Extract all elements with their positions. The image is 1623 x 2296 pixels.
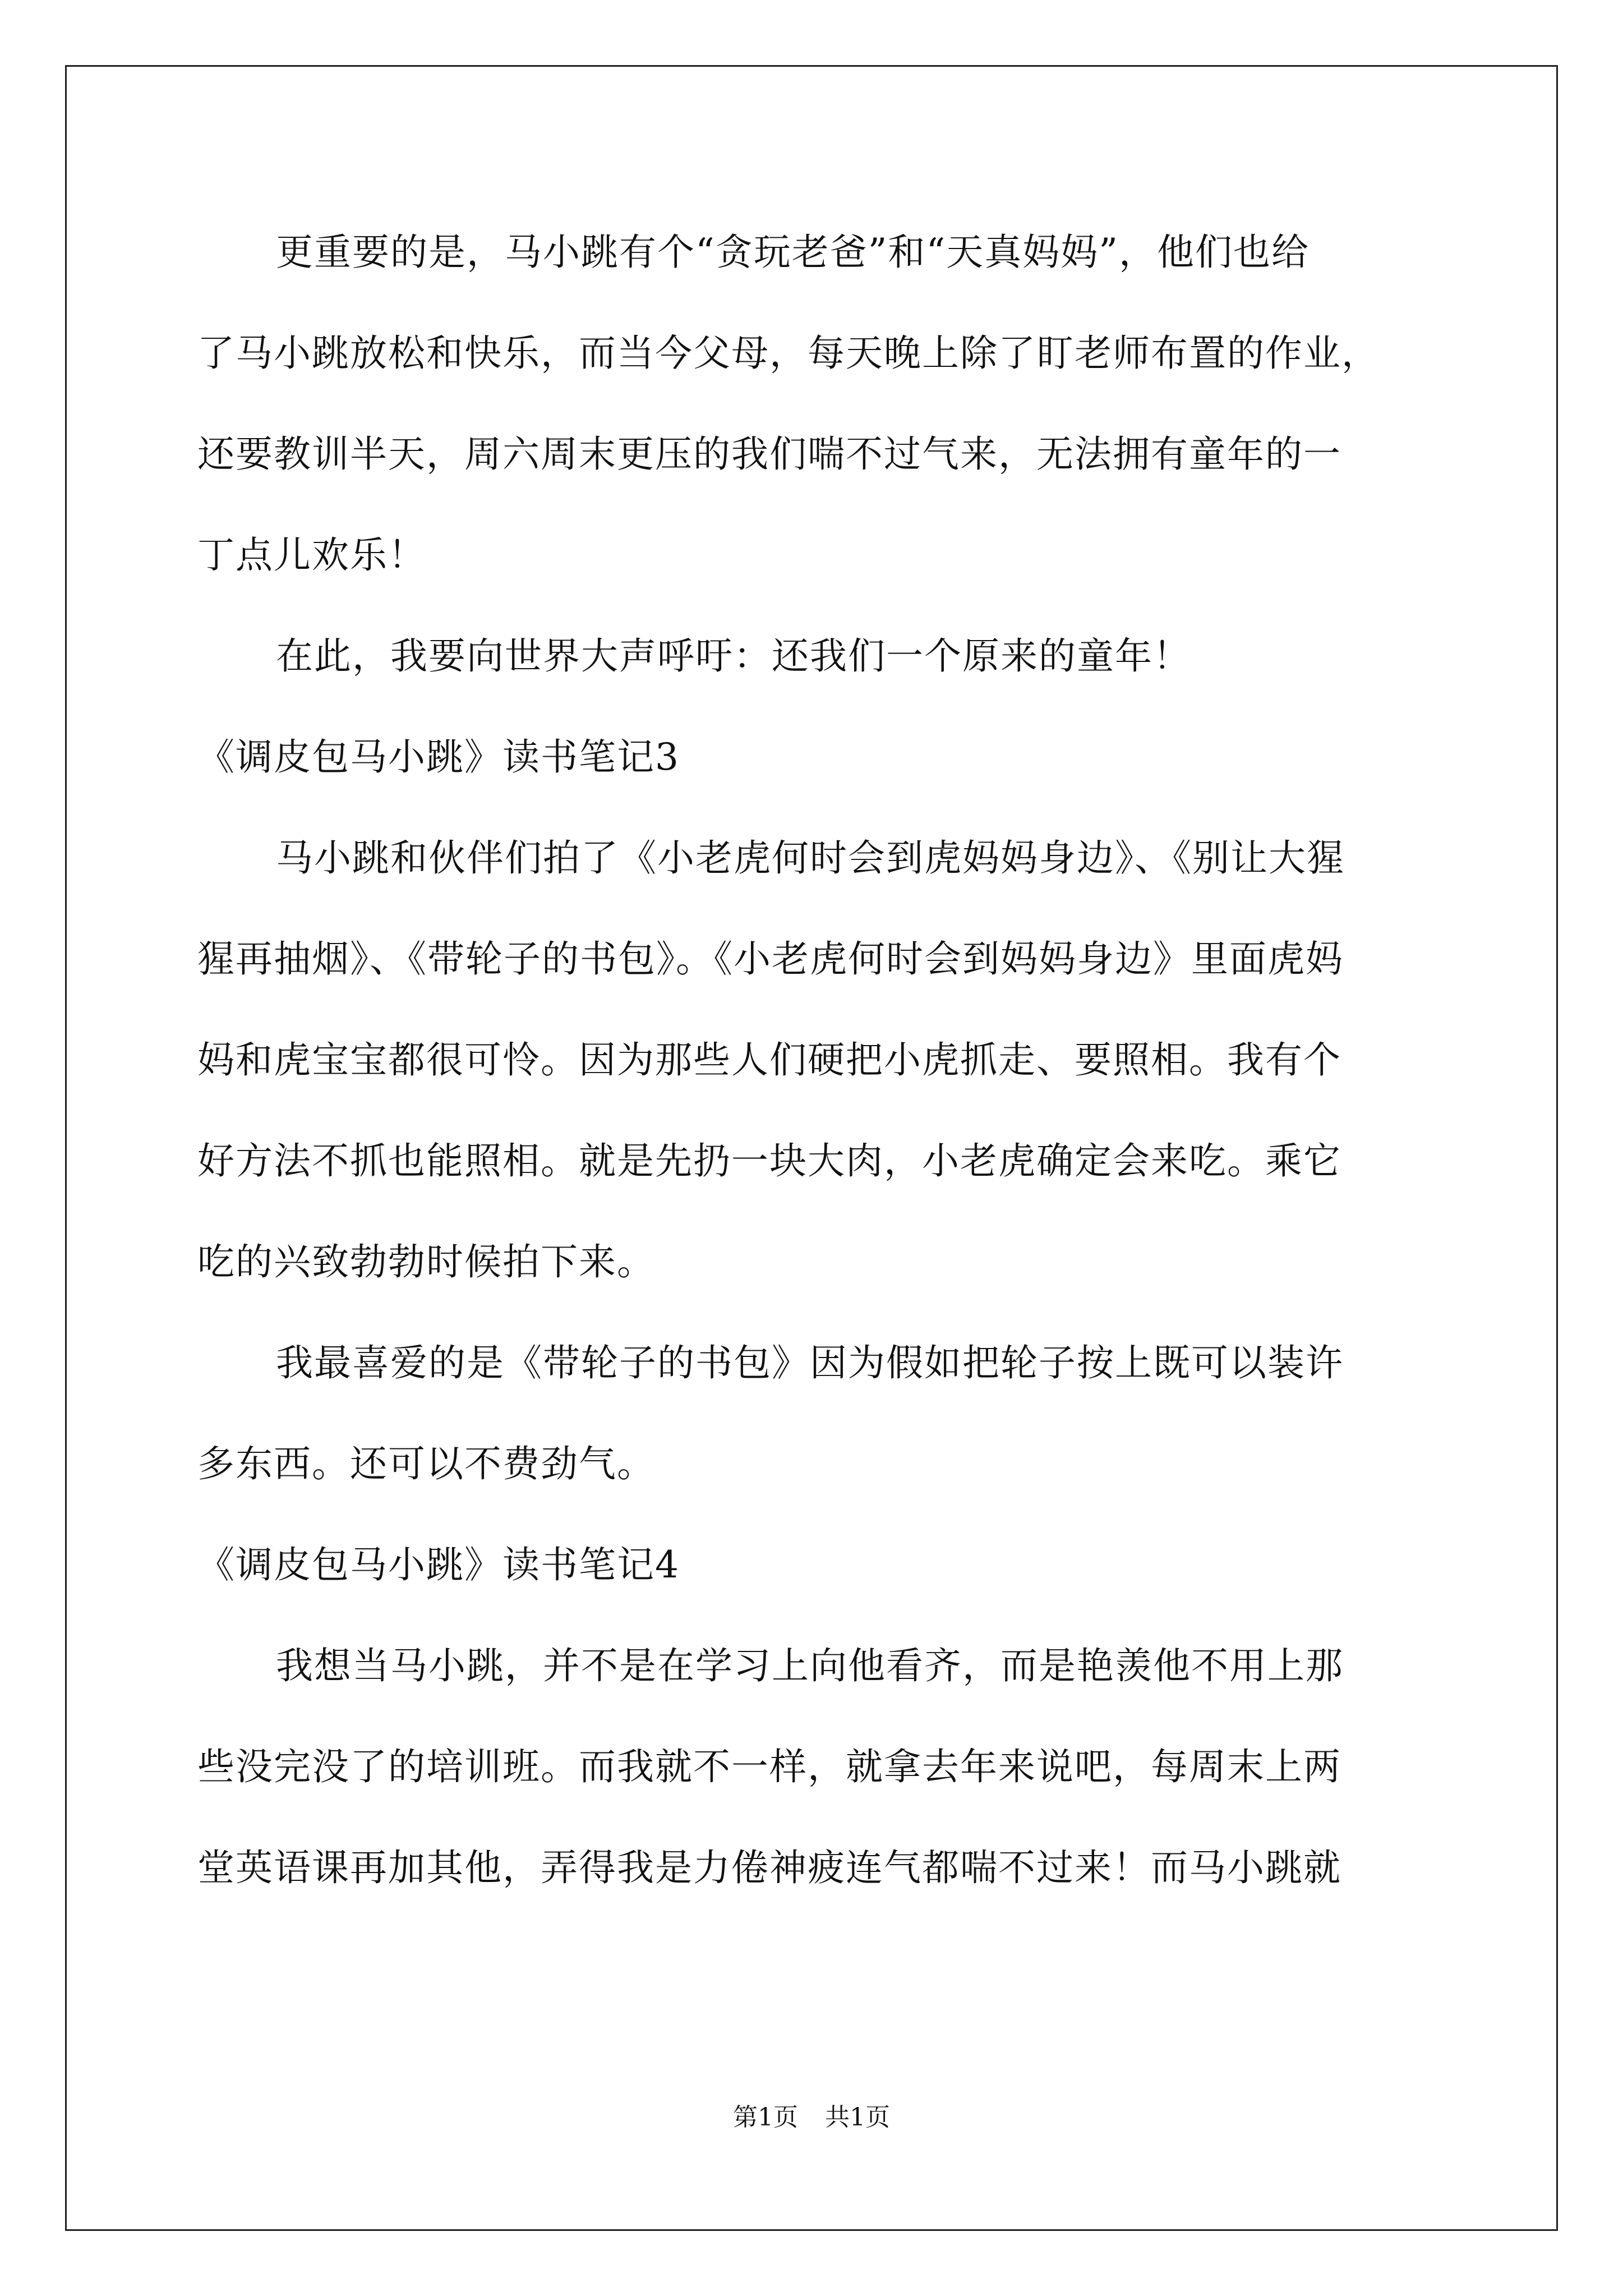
paragraph-line: 妈和虎宝宝都很可怜。因为那些人们硬把小虎抓走、要照相。我有个 xyxy=(197,1038,1341,1082)
section-heading: 《调皮包马小跳》读书笔记3 xyxy=(197,735,680,779)
paragraph-line: 多东西。还可以不费劲气。 xyxy=(197,1442,655,1485)
paragraph-line: 吃的兴致勃勃时候拍下来。 xyxy=(197,1240,655,1283)
page-number: 第1页 xyxy=(733,2103,798,2132)
paragraph-line: 更重要的是，马小跳有个“贪玩老爸”和“天真妈妈”，他们也给 xyxy=(276,231,1310,274)
paragraph-line: 猩再抽烟》、《带轮子的书包》。《小老虎何时会到妈妈身边》里面虎妈 xyxy=(197,937,1344,981)
paragraph-line: 马小跳和伙伴们拍了《小老虎何时会到虎妈妈身边》、《别让大猩 xyxy=(276,836,1345,880)
paragraph-line: 好方法不抓也能照相。就是先扔一块大肉，小老虎确定会来吃。乘它 xyxy=(197,1139,1341,1182)
paragraph-line: 堂英语课再加其他，弄得我是力倦神疲连气都喘不过来！而马小跳就 xyxy=(197,1846,1341,1889)
document-body xyxy=(197,202,1431,1918)
paragraph-line: 还要教训半天，周六周末更压的我们喘不过气来，无法拥有童年的一 xyxy=(197,432,1341,476)
paragraph-line: 丁点儿欢乐！ xyxy=(197,533,426,577)
paragraph-line: 了马小跳放松和快乐，而当今父母，每天晚上除了盯老师布置的作业， xyxy=(197,332,1380,375)
page-footer xyxy=(0,2101,1623,2134)
paragraph-line: 我最喜爱的是《带轮子的书包》因为假如把轮子按上既可以装许 xyxy=(276,1341,1344,1384)
paragraph-line: 在此，我要向世界大声呼吁：还我们一个原来的童年！ xyxy=(276,634,1191,678)
paragraph-line: 我想当马小跳，并不是在学习上向他看齐，而是艳羡他不用上那 xyxy=(276,1644,1344,1687)
page-total: 共1页 xyxy=(825,2103,890,2132)
section-heading: 《调皮包马小跳》读书笔记4 xyxy=(197,1543,680,1586)
paragraph-line: 些没完没了的培训班。而我就不一样，就拿去年来说吧，每周末上两 xyxy=(197,1745,1341,1788)
